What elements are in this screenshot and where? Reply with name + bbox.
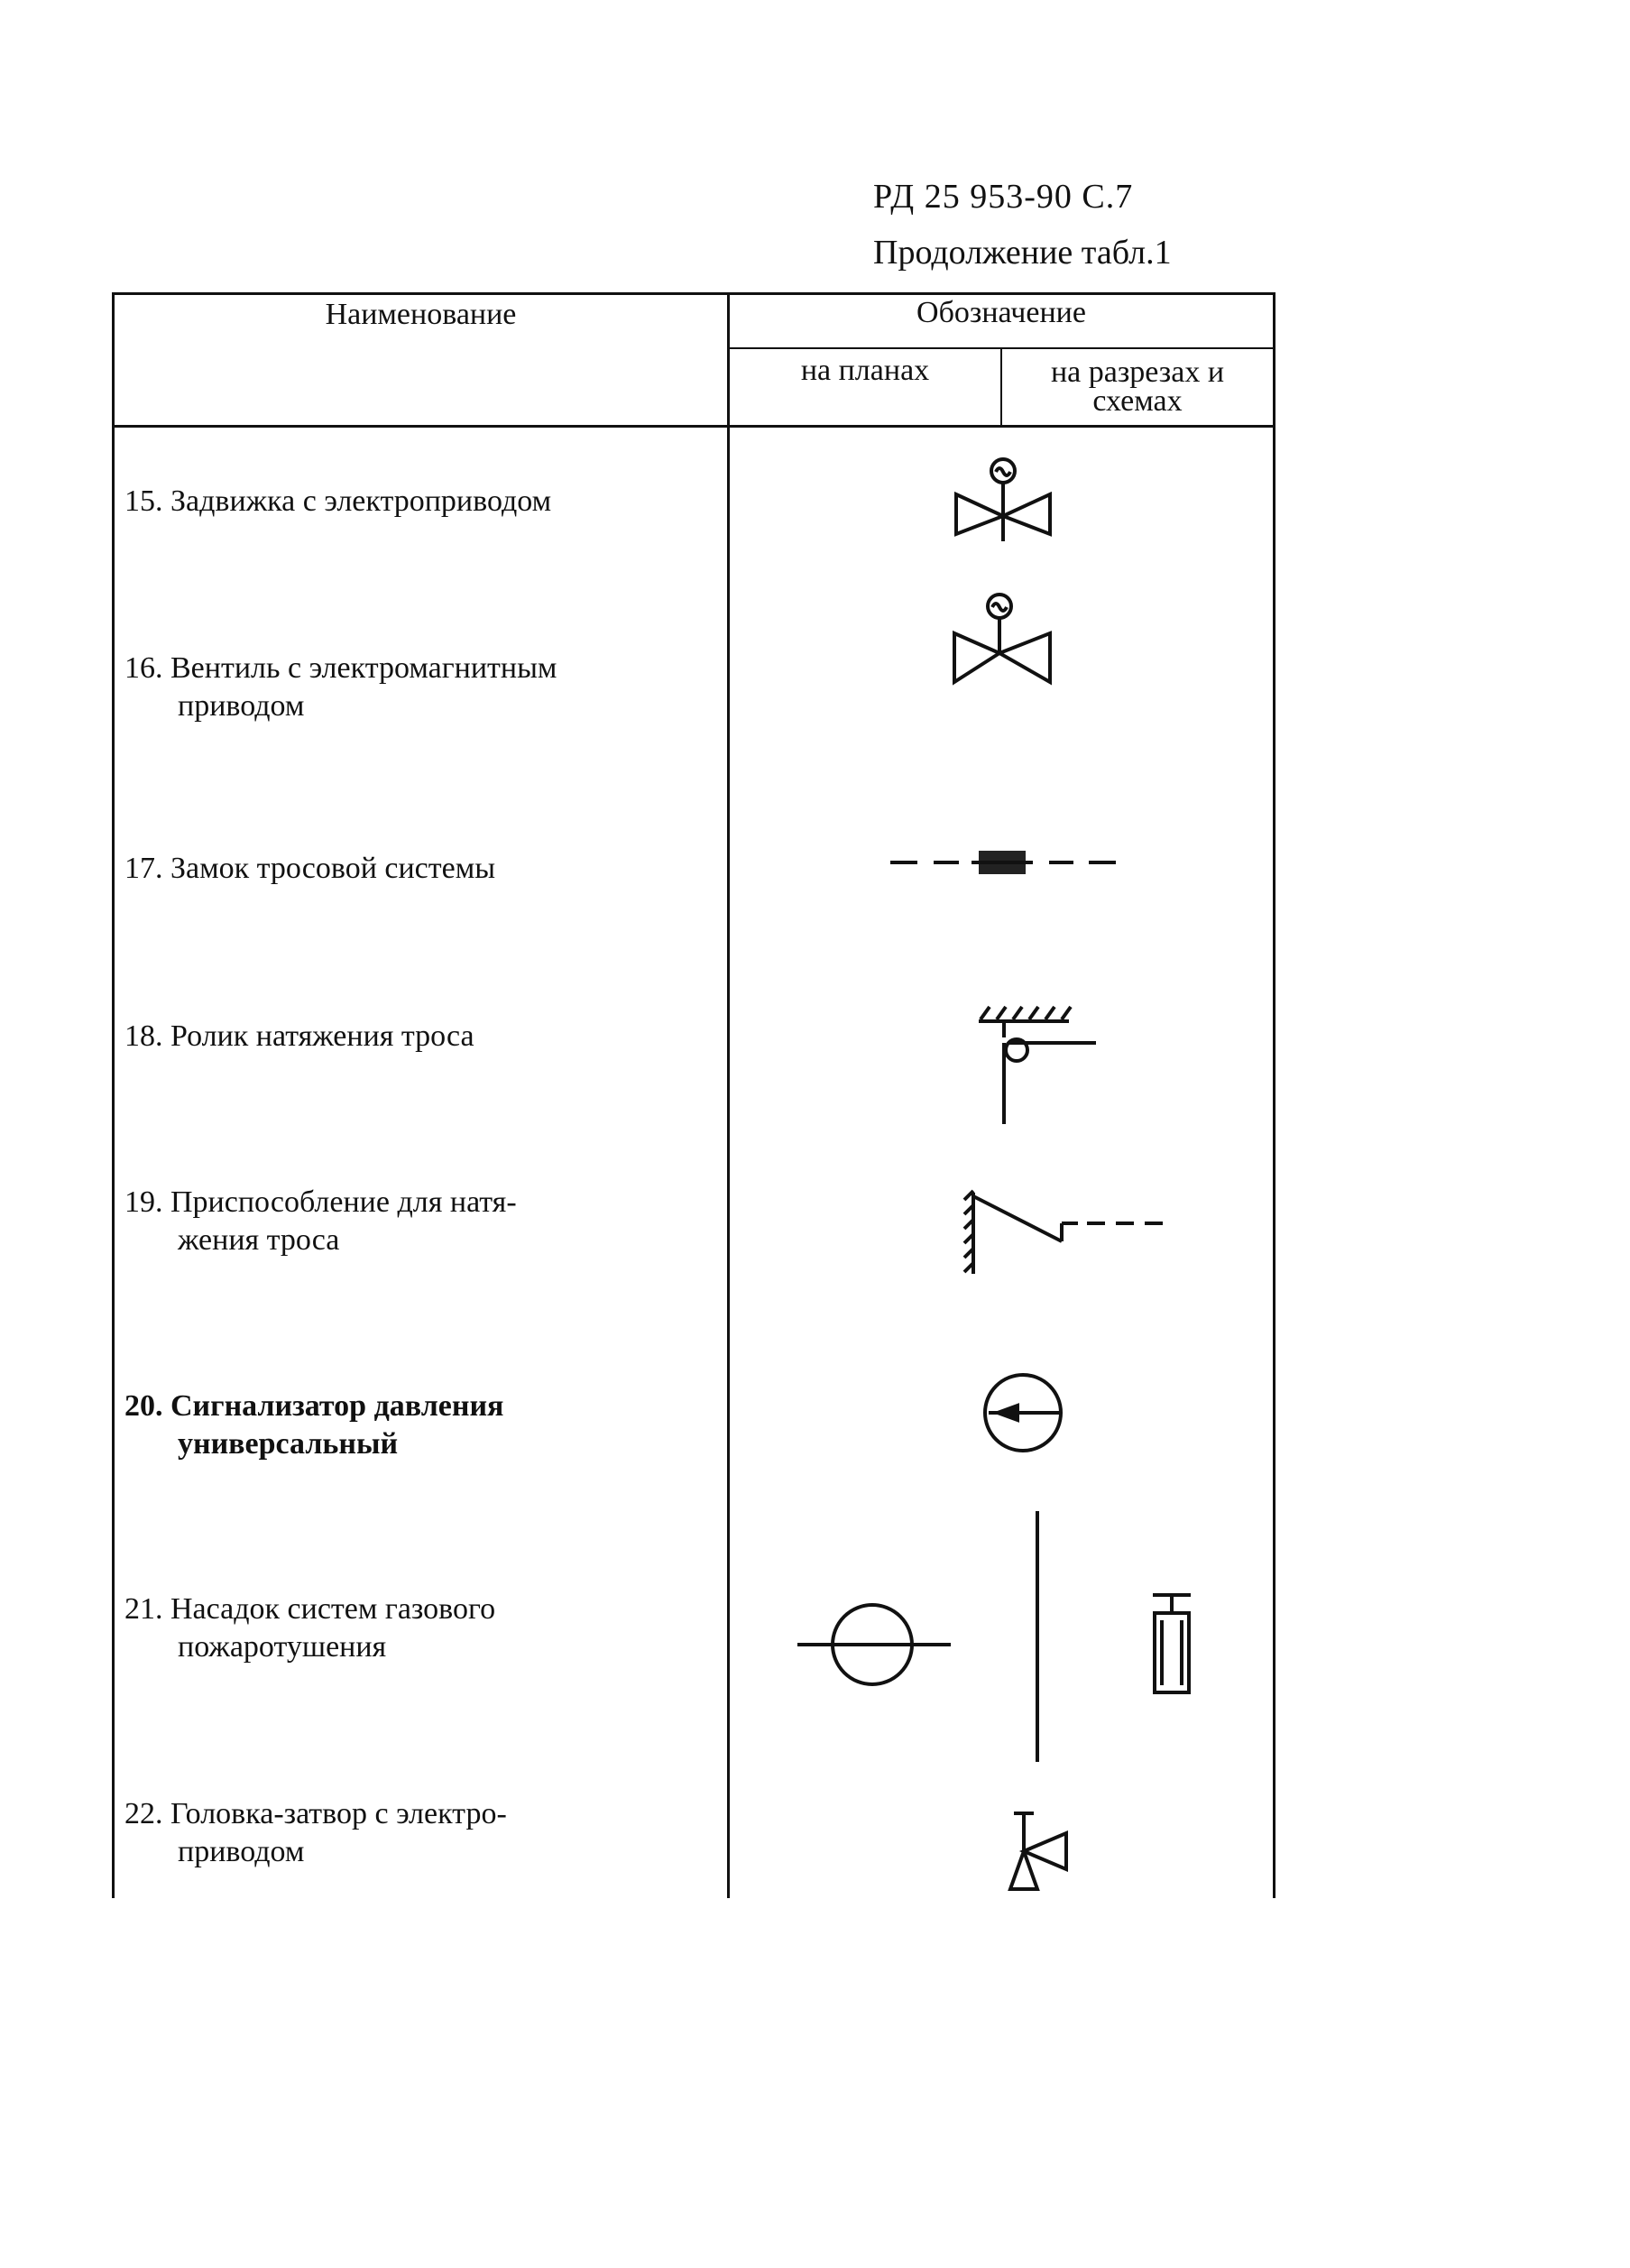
table-row-21-name bbox=[124, 1590, 702, 1666]
column-header-on-sections-line1: на разрезах и bbox=[1050, 355, 1225, 389]
row-number: 22. bbox=[124, 1797, 163, 1830]
header-bottom-border bbox=[112, 425, 1275, 428]
row-number: 19. bbox=[124, 1185, 163, 1219]
row-label-cont: пожаротушения bbox=[178, 1630, 387, 1664]
table-row-16-name bbox=[124, 650, 702, 725]
row-label: Задвижка с электроприводом bbox=[170, 484, 552, 518]
valve-head-electric-drive-icon bbox=[1001, 1806, 1073, 1896]
row-label: Вентиль с электромагнитным bbox=[170, 651, 557, 685]
row-number: 18. bbox=[124, 1019, 163, 1053]
valve-solenoid-drive-icon bbox=[945, 588, 1054, 687]
row-label: Сигнализатор давления bbox=[170, 1389, 504, 1423]
table-row-18-name bbox=[124, 1018, 702, 1056]
table-continuation-label: Продолжение табл.1 bbox=[873, 234, 1172, 272]
row-label-cont: приводом bbox=[178, 1835, 305, 1868]
row-label: Замок тросовой системы bbox=[170, 852, 496, 885]
pressure-indicator-icon bbox=[978, 1368, 1068, 1458]
table-row-20-name bbox=[124, 1388, 702, 1463]
row-label: Головка-затвор с электро- bbox=[170, 1797, 507, 1830]
tensioning-device-icon bbox=[961, 1182, 1168, 1281]
gate-valve-electric-drive-icon bbox=[947, 451, 1055, 550]
table-row-22-name bbox=[124, 1795, 702, 1871]
row-label-cont: жения троса bbox=[178, 1223, 340, 1257]
gas-nozzle-section-icon bbox=[1144, 1590, 1198, 1698]
gas-nozzle-pipe-line bbox=[1028, 1511, 1046, 1764]
cable-lock-icon bbox=[889, 844, 1132, 880]
table-row-17-name bbox=[124, 850, 702, 888]
row-number: 20. bbox=[124, 1389, 163, 1423]
column-header-name: Наименование bbox=[325, 298, 517, 331]
column-header-on-sections bbox=[1002, 354, 1273, 420]
row-label: Насадок систем газового bbox=[170, 1592, 496, 1626]
row-number: 15. bbox=[124, 484, 163, 518]
column-divider bbox=[727, 292, 730, 1898]
tension-roller-icon bbox=[970, 1001, 1105, 1128]
table-top-border bbox=[112, 292, 1275, 295]
table-right-border bbox=[1273, 292, 1275, 1898]
row-label-cont: приводом bbox=[178, 689, 305, 723]
row-number: 21. bbox=[124, 1592, 163, 1626]
table-row-15-name bbox=[124, 483, 702, 521]
gas-nozzle-plan-icon bbox=[796, 1595, 958, 1694]
column-header-on-plans: на планах bbox=[800, 354, 930, 387]
document-code: РД 25 953-90 С.7 bbox=[873, 178, 1134, 216]
row-label: Приспособление для натя- bbox=[170, 1185, 517, 1219]
row-number: 17. bbox=[124, 852, 163, 885]
row-label: Ролик натяжения троса bbox=[170, 1019, 474, 1053]
column-header-on-sections-line2: схемах bbox=[1092, 384, 1183, 418]
column-header-designation: Обозначение bbox=[916, 296, 1086, 329]
table-row-19-name bbox=[124, 1184, 702, 1259]
table-left-border bbox=[112, 292, 115, 1898]
row-label-cont: универсальный bbox=[178, 1427, 399, 1461]
row-number: 16. bbox=[124, 651, 163, 685]
